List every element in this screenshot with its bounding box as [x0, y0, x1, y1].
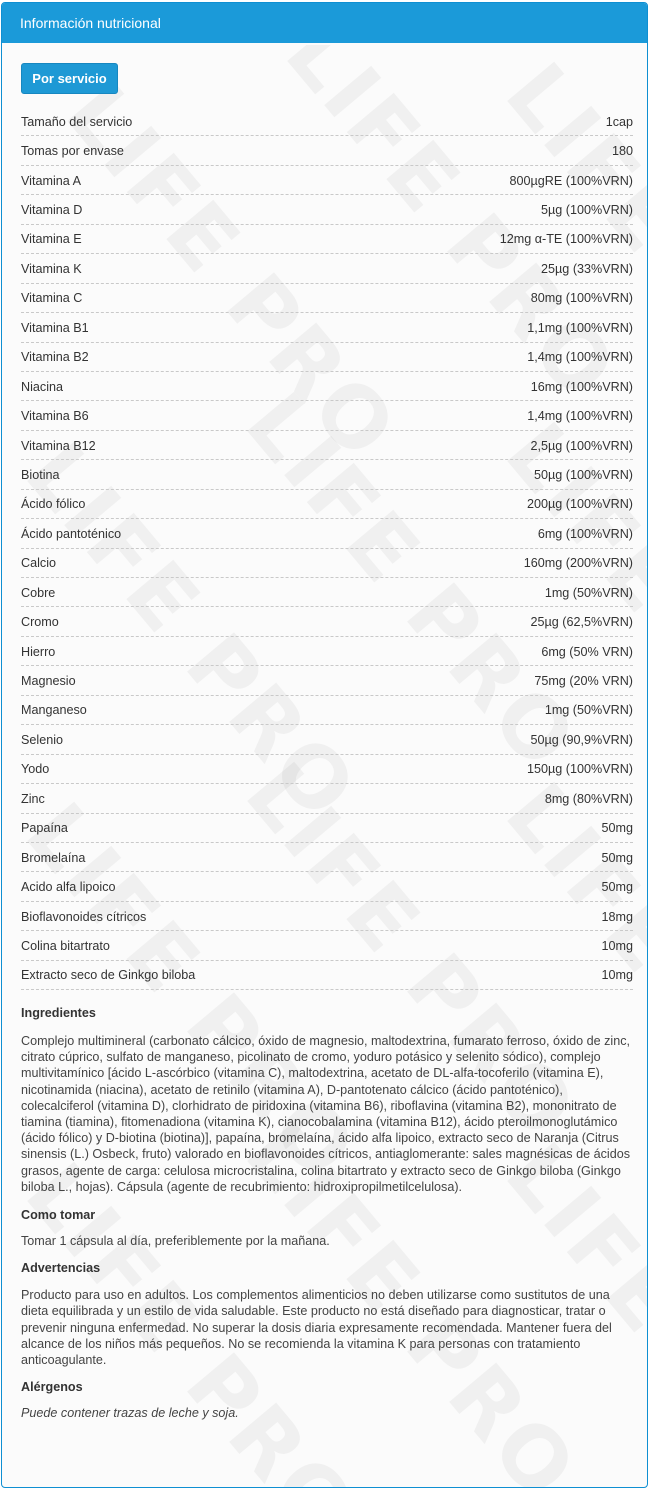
ingredients-heading: Ingredientes [21, 1006, 96, 1020]
table-row [21, 784, 633, 813]
nutrient-name: Ácido fólico [21, 497, 86, 512]
nutrient-value: 1mg (50%VRN) [544, 585, 633, 600]
nutrition-table [21, 107, 633, 990]
table-row [21, 725, 633, 754]
nutrient-value: 200µg (100%VRN) [527, 497, 633, 512]
allergens-text: Puede contener trazas de leche y soja. [21, 1406, 239, 1421]
nutrient-value: 800µgRE (100%VRN) [509, 173, 633, 188]
nutrient-value: 25µg (33%VRN) [541, 261, 633, 276]
nutrient-name: Cobre [21, 585, 56, 600]
nutrient-name: Selenio [21, 732, 64, 747]
nutrient-name: Vitamina E [21, 232, 82, 247]
nutrient-name: Vitamina B6 [21, 409, 89, 424]
nutrient-value: 180 [611, 144, 633, 159]
nutrient-value: 160mg (200%VRN) [523, 556, 633, 571]
table-row [21, 225, 633, 254]
nutrient-value: 8mg (80%VRN) [544, 791, 633, 806]
nutrient-name: Biotina [21, 467, 60, 482]
table-row [21, 902, 633, 931]
nutrient-name: Yodo [21, 762, 50, 777]
nutrient-name: Niacina [21, 379, 63, 394]
panel-header [2, 3, 647, 43]
nutrient-value: 150µg (100%VRN) [527, 762, 633, 777]
nutrient-value: 25µg (62,5%VRN) [530, 615, 633, 630]
nutrient-name: Ácido pantoténico [21, 526, 122, 541]
nutrient-name: Acido alfa lipoico [21, 880, 116, 895]
nutrient-name: Bioflavonoides cítricos [21, 909, 147, 924]
nutrient-value: 10mg [601, 968, 633, 983]
table-row [21, 755, 633, 784]
nutrient-value: 6mg (100%VRN) [537, 526, 633, 541]
table-row [21, 578, 633, 607]
table-row [21, 931, 633, 960]
warnings-text: Producto para uso en adultos. Los complementos alimenticios no deben utilizarse como sustitutos de una dieta equilibrada y un estilo de vida saludable. Este producto no está diseñado para diagnosticar, tratar o prevenir ninguna enfermedad. No superar la dosis diaria expresamente recomendada. Mantener fuera del alcance de los niños más pequeños. No se recomienda la vitamina K para personas con tratamiento anticoagulante. [21, 1288, 612, 1368]
warnings-heading: Advertencias [21, 1261, 101, 1276]
product-info [21, 1003, 633, 1421]
nutrient-name: Manganeso [21, 703, 87, 718]
nutrition-panel [1, 2, 648, 1488]
nutrient-name: Tomas por envase [21, 144, 124, 159]
how-to-take-heading: Como tomar [21, 1208, 96, 1223]
nutrient-value: 1,4mg (100%VRN) [527, 409, 633, 424]
nutrient-value: 50µg (90,9%VRN) [530, 732, 633, 747]
table-row [21, 401, 633, 430]
table-row [21, 872, 633, 901]
nutrient-value: 16mg (100%VRN) [530, 379, 633, 394]
nutrient-value: 1cap [605, 114, 633, 129]
table-row [21, 431, 633, 460]
nutrient-name: Vitamina C [21, 291, 83, 306]
table-row [21, 284, 633, 313]
table-row [21, 313, 633, 342]
nutrient-value: 80mg (100%VRN) [530, 291, 633, 306]
nutrient-name: Vitamina A [21, 173, 81, 188]
table-row [21, 549, 633, 578]
nutrient-name: Vitamina B2 [21, 350, 89, 365]
nutrient-value: 12mg α-TE (100%VRN) [499, 232, 633, 247]
table-row [21, 519, 633, 548]
nutrient-name: Tamaño del servicio [21, 114, 133, 129]
nutrient-name: Papaína [21, 821, 68, 836]
nutrient-value: 50mg [601, 821, 633, 836]
panel-title: Información nutricional [20, 15, 161, 31]
nutrient-value: 10mg [601, 938, 633, 953]
allergens-heading: Alérgenos [21, 1380, 83, 1395]
nutrient-name: Colina bitartrato [21, 938, 110, 953]
table-row [21, 961, 633, 990]
table-row [21, 607, 633, 636]
nutrient-value: 2,5µg (100%VRN) [530, 438, 633, 453]
table-row [21, 195, 633, 224]
table-row [21, 637, 633, 666]
nutrient-value: 5µg (100%VRN) [541, 203, 633, 218]
per-serving-tab-button[interactable]: Por servicio [21, 63, 118, 94]
nutrient-name: Extracto seco de Ginkgo biloba [21, 968, 196, 983]
nutrient-name: Bromelaína [21, 850, 86, 865]
table-row [21, 843, 633, 872]
nutrient-name: Vitamina B1 [21, 320, 89, 335]
table-row [21, 254, 633, 283]
nutrient-value: 1mg (50%VRN) [544, 703, 633, 718]
table-row [21, 166, 633, 195]
table-row [21, 107, 633, 136]
nutrient-name: Vitamina K [21, 261, 82, 276]
table-row [21, 343, 633, 372]
nutrient-name: Zinc [21, 791, 45, 806]
how-to-take-text: Tomar 1 cápsula al día, preferiblemente por la mañana. [21, 1234, 330, 1249]
nutrient-value: 1,1mg (100%VRN) [527, 320, 633, 335]
nutrient-name: Vitamina B12 [21, 438, 96, 453]
nutrient-value: 50mg [601, 850, 633, 865]
table-row [21, 372, 633, 401]
nutrient-name: Calcio [21, 556, 56, 571]
nutrient-name: Magnesio [21, 674, 76, 689]
nutrient-value: 50mg [601, 880, 633, 895]
nutrient-value: 6mg (50% VRN) [541, 644, 633, 659]
table-row [21, 666, 633, 695]
ingredients-text: Complejo multimineral (carbonato cálcico, óxido de magnesio, maltodextrina, fumarato ferroso, óxido de zinc, citrato cúprico, sulfato de manganeso, picolinato de cromo, yoduro potásico y selenito sódico), complejo multivitamínico [ácido L-ascórbico (vitamina C), maltodextrina, acetato de DL-alfa-tocoferilo (vitamina E), nicotinamida (niacina), acetato de retinilo (vitamina A), D-pantotenato cálcico (ácido pantoténico), colecalciferol (vitamina D), clorhidrato de piridoxina (vitamina B6), riboflavina (vitamina B2), mononitrato de tiamina (tiamina), fitomenadiona (vitamina K), cianocobalamina (vitamina B12), ácido pteroilmonoglutámico (ácido fólico) y D-biotina (biotina)], papaína, bromelaína, ácido alfa lipoico, extracto seco de Naranja (Citrus sinensis (L.) Osbeck, fruto) valorado en bioflavonoides cítricos, antiaglomerante: sales magnésicas de ácidos grasos, agente de carga: celulosa microcristalina, colina bitartrato y extracto seco de Ginkgo biloba (Ginkgo biloba L., hojas). Cápsula (agente de recubrimiento: hidroxipropilmetilcelulosa). [21, 1034, 631, 1194]
table-row [21, 136, 633, 165]
nutrient-value: 18mg [601, 909, 633, 924]
nutrient-value: 75mg (20% VRN) [534, 674, 633, 689]
nutrient-name: Cromo [21, 615, 59, 630]
nutrient-value: 50µg (100%VRN) [534, 467, 633, 482]
table-row [21, 460, 633, 489]
table-row [21, 696, 633, 725]
table-row [21, 814, 633, 843]
nutrient-name: Hierro [21, 644, 56, 659]
nutrient-value: 1,4mg (100%VRN) [527, 350, 633, 365]
nutrient-name: Vitamina D [21, 203, 83, 218]
table-row [21, 490, 633, 519]
